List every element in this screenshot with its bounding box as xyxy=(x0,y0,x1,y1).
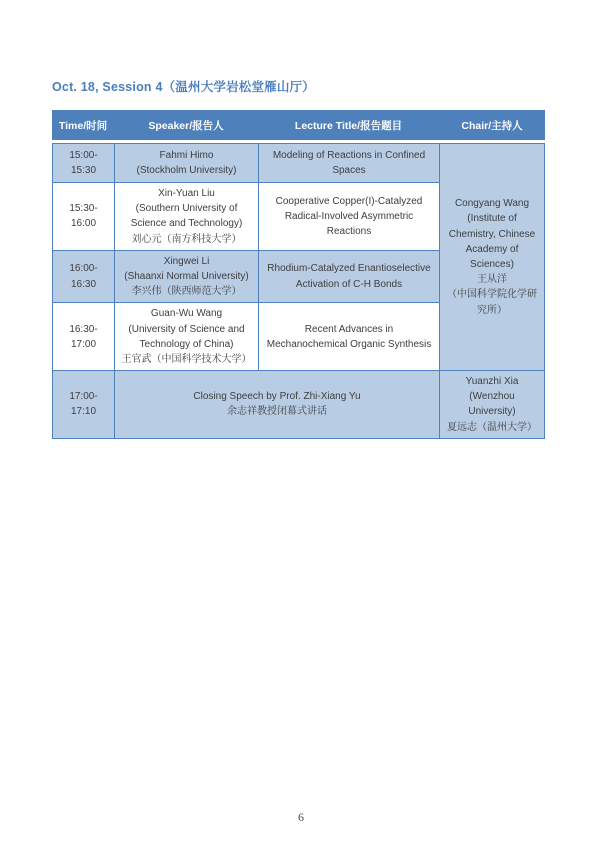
time-cell: 15:00-15:30 xyxy=(53,144,114,182)
column-header-lecture-title: Lecture Title/报告题目 xyxy=(294,119,403,132)
lecture-cell xyxy=(259,144,439,182)
chair-affiliation: (Wenzhou University) xyxy=(468,391,516,418)
session-schedule-table xyxy=(52,110,545,439)
chair-cell xyxy=(440,371,544,438)
table-header-row xyxy=(52,110,545,140)
speaker-name: Guan-Wu Wang xyxy=(150,308,223,320)
chair-affiliation: (Institute of Chemistry, Chinese Academy of Sciences) xyxy=(448,213,536,271)
chair-cell xyxy=(440,144,544,370)
speaker-cn-name: 刘心元（南方科技大学） xyxy=(131,233,242,245)
chair-cn-affiliation: （中国科学院化学研究所） xyxy=(447,289,537,316)
lecture-title: Rhodium-Catalyzed Enantioselective Activation of C-H Bonds xyxy=(267,263,431,290)
closing-speech-title-en: Closing Speech by Prof. Zhi-Xiang Yu xyxy=(193,391,361,403)
speaker-name: Fahmi Himo xyxy=(159,149,214,161)
lecture-cell xyxy=(259,183,439,250)
table-body xyxy=(52,143,545,439)
chair-cn-name: 王从洋 xyxy=(477,274,507,286)
chair-name: Congyang Wang xyxy=(454,198,530,210)
lecture-title: Modeling of Reactions in Confined Spaces xyxy=(272,149,426,176)
column-header-chair: Chair/主持人 xyxy=(461,119,523,132)
speaker-cn-name: 王官武（中国科学技术大学） xyxy=(121,353,252,365)
lecture-title: Cooperative Copper(I)-Catalyzed Radical-Involved Asymmetric Reactions xyxy=(275,195,423,237)
closing-speech-cell xyxy=(115,371,439,438)
speaker-affiliation: (Shaanxi Normal University) xyxy=(124,270,249,282)
lecture-cell xyxy=(259,303,439,370)
column-header-speaker: Speaker/报告人 xyxy=(148,119,224,132)
chair-cn-name: 夏远志（温州大学） xyxy=(447,421,537,433)
time-cell: 16:30-17:00 xyxy=(53,303,114,370)
closing-speech-title-cn: 余志祥教授闭幕式讲话 xyxy=(227,406,327,418)
speaker-affiliation: (Southern University of Science and Technology) xyxy=(130,203,243,230)
speaker-cell xyxy=(115,144,258,182)
speaker-cell xyxy=(115,303,258,370)
column-header-time: Time/时间 xyxy=(58,119,108,132)
lecture-cell xyxy=(259,251,439,303)
speaker-cell xyxy=(115,183,258,250)
speaker-name: Xingwei Li xyxy=(163,255,210,267)
time-cell: 16:00-16:30 xyxy=(53,251,114,303)
page-number: 6 xyxy=(298,810,304,824)
session-title: Oct. 18, Session 4（温州大学岩松堂雁山厅） xyxy=(52,80,315,94)
speaker-cell xyxy=(115,251,258,303)
speaker-affiliation: (Stockholm University) xyxy=(136,165,237,176)
speaker-name: Xin-Yuan Liu xyxy=(158,188,215,199)
time-cell: 17:00-17:10 xyxy=(53,371,114,438)
time-cell: 15:30-16:00 xyxy=(53,183,114,250)
lecture-title: Recent Advances in Mechanochemical Organic Synthesis xyxy=(266,323,432,350)
speaker-cn-name: 李兴伟（陕西师范大学） xyxy=(131,286,242,298)
chair-name: Yuanzhi Xia xyxy=(465,376,519,388)
speaker-affiliation: (University of Science and Technology of China) xyxy=(128,323,245,350)
